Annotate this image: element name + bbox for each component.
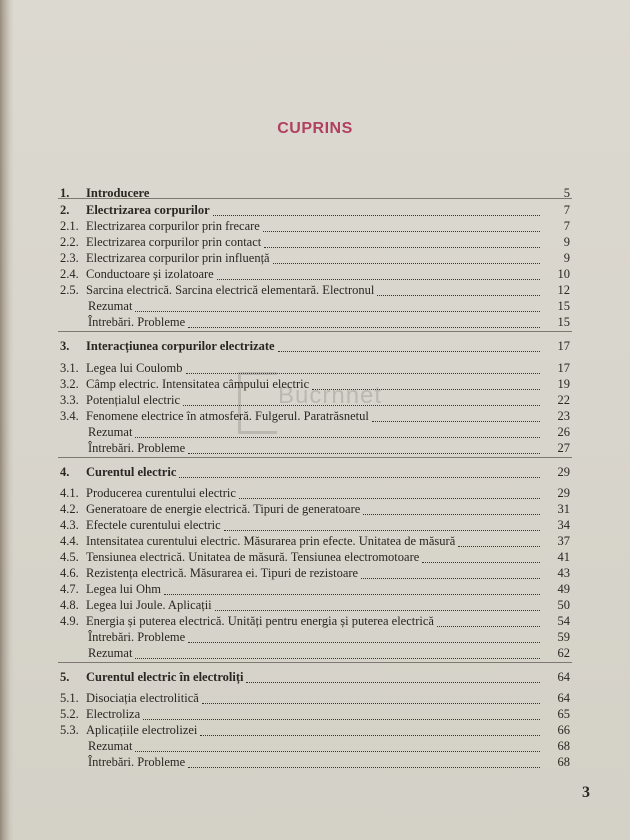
toc-entry-title: Introducere: [86, 186, 150, 200]
toc-leader-dots: [263, 229, 540, 232]
toc-entry-number: 5.3.: [60, 723, 79, 737]
toc-entry-number: 2.4.: [60, 267, 79, 281]
toc-entry-title: Rezumat: [88, 739, 133, 753]
toc-entry-page: 15: [557, 315, 570, 329]
toc-entry: [60, 266, 570, 282]
toc-entry-number: 4.4.: [60, 534, 79, 548]
toc-entry: [60, 706, 570, 722]
section-divider: [58, 331, 572, 332]
toc-entry: [60, 549, 570, 565]
toc-entry-title: Electrizarea corpurilor: [86, 203, 210, 217]
toc-entry-number: 4.: [60, 465, 70, 479]
toc-entry-page: 62: [557, 646, 570, 660]
toc-leader-dots: [135, 309, 540, 312]
section-divider: [58, 662, 572, 663]
toc-entry: [60, 360, 570, 376]
toc-entry-page: 10: [557, 267, 570, 281]
toc-entry-title: Conductoare și izolatoare: [86, 267, 214, 281]
toc-entry: [60, 424, 570, 440]
toc-entry-page: 7: [563, 219, 570, 233]
toc-entry-number: 2.: [60, 203, 70, 217]
toc-entry-title: Fenomene electrice în atmosferă. Fulgerul. Paratrăsnetul: [86, 409, 369, 423]
toc-entry-title: Producerea curentului electric: [86, 486, 236, 500]
toc-entry: [60, 338, 570, 354]
toc-entry-title: Electrizarea corpurilor prin frecare: [86, 219, 260, 233]
toc-entry: [60, 440, 570, 456]
toc-entry-title: Rezumat: [88, 299, 133, 313]
toc-entry-page: 17: [557, 361, 570, 375]
toc-entry: [60, 485, 570, 501]
toc-entry-page: 64: [557, 691, 570, 705]
toc-entry-title: Întrebări. Probleme: [88, 630, 186, 644]
toc-leader-dots: [278, 349, 540, 352]
watermark-logo: Bucrnnet: [238, 362, 388, 432]
toc-entry-number: 5.2.: [60, 707, 79, 721]
toc-entry-title: Întrebări. Probleme: [88, 441, 186, 455]
toc-entry-number: 2.5.: [60, 283, 79, 297]
toc-leader-dots: [143, 717, 540, 720]
toc-entry: [60, 298, 570, 314]
toc-entry-number: 4.3.: [60, 518, 79, 532]
toc-entry-page: 26: [557, 425, 570, 439]
toc-entry: [60, 738, 570, 754]
toc-leader-dots: [372, 419, 540, 422]
toc-entry: [60, 517, 570, 533]
toc-leader-dots: [215, 608, 540, 611]
toc-entry-number: 2.3.: [60, 251, 79, 265]
page-number: 3: [582, 784, 590, 801]
toc-entry: [60, 234, 570, 250]
toc-entry-page: 29: [557, 486, 570, 500]
page-title: CUPRINS: [277, 120, 353, 137]
toc-entry-page: 22: [557, 393, 570, 407]
toc-leader-dots: [239, 496, 540, 499]
toc-entry-number: 3.3.: [60, 393, 79, 407]
toc-leader-dots: [183, 403, 540, 406]
toc-entry-page: 27: [557, 441, 570, 455]
toc-leader-dots: [164, 592, 540, 595]
toc-leader-dots: [217, 277, 540, 280]
toc-entry-page: 43: [557, 566, 570, 580]
toc-entry-title: Sarcina electrică. Sarcina electrică elementară. Electronul: [86, 283, 375, 297]
toc-entry: [60, 565, 570, 581]
toc-leader-dots: [422, 560, 540, 563]
toc-entry-title: Electrizarea corpurilor prin contact: [86, 235, 262, 249]
toc-entry: [60, 392, 570, 408]
toc-entry-title: Întrebări. Probleme: [88, 315, 186, 329]
toc-entry: [60, 533, 570, 549]
toc-entry: [60, 376, 570, 392]
toc-entry-page: 15: [557, 299, 570, 313]
toc-entry-title: Electrizarea corpurilor prin influență: [86, 251, 270, 265]
toc-entry-number: 5.1.: [60, 691, 79, 705]
toc-entry-number: 2.1.: [60, 219, 79, 233]
toc-entry-number: 3.2.: [60, 377, 79, 391]
toc-entry-title: Tensiunea electrică. Unitatea de măsură. Tensiunea electromotoare: [86, 550, 420, 564]
toc-entry-title: Curentul electric în electroliți: [86, 670, 244, 684]
toc-entry-page: 68: [557, 739, 570, 753]
toc-entry-page: 17: [557, 339, 570, 353]
toc-entry: [60, 464, 570, 480]
toc-entry-page: 41: [557, 550, 570, 564]
toc-entry: [60, 669, 570, 685]
toc-entry-number: 4.2.: [60, 502, 79, 516]
toc-entry-number: 3.4.: [60, 409, 79, 423]
toc-entry-title: Rezistența electrică. Măsurarea ei. Tipuri de rezistoare: [86, 566, 359, 580]
toc-leader-dots: [188, 765, 540, 768]
toc-leader-dots: [135, 749, 540, 752]
section-divider: [58, 457, 572, 458]
toc-leader-dots: [264, 245, 540, 248]
toc-leader-dots: [273, 261, 540, 264]
toc-leader-dots: [458, 544, 540, 547]
toc-entry-title: Interacțiunea corpurilor electrizate: [86, 339, 275, 353]
toc-entry-page: 5: [563, 186, 570, 200]
toc-leader-dots: [312, 387, 540, 390]
toc-entry: [60, 754, 570, 770]
toc-entry-page: 23: [557, 409, 570, 423]
toc-entry: [60, 408, 570, 424]
toc-entry-page: 12: [557, 283, 570, 297]
toc-entry-title: Întrebări. Probleme: [88, 755, 186, 769]
toc-entry: [60, 629, 570, 645]
toc-entry-title: Generatoare de energie electrică. Tipuri de generatoare: [86, 502, 361, 516]
toc-leader-dots: [200, 733, 540, 736]
toc-entry-title: Energia și puterea electrică. Unități pentru energia și puterea electrică: [86, 614, 434, 628]
toc-entry-page: 29: [557, 465, 570, 479]
toc-entry-page: 19: [557, 377, 570, 391]
toc-leader-dots: [363, 512, 540, 515]
toc-entry-title: Curentul electric: [86, 465, 177, 479]
toc-entry-number: 4.5.: [60, 550, 79, 564]
toc-leader-dots: [188, 640, 540, 643]
toc-entry: [60, 282, 570, 298]
toc-entry: [60, 597, 570, 613]
toc-entry: [60, 690, 570, 706]
toc-leader-dots: [213, 213, 540, 216]
toc-entry-page: 31: [557, 502, 570, 516]
toc-entry: [60, 501, 570, 517]
toc-entry: [60, 202, 570, 218]
toc-entry-title: Electroliza: [86, 707, 141, 721]
toc-entry-page: 37: [557, 534, 570, 548]
toc-entry-page: 9: [563, 235, 570, 249]
toc-entry: [60, 218, 570, 234]
toc-leader-dots: [361, 576, 540, 579]
toc-entry: [60, 613, 570, 629]
toc-leader-dots: [377, 293, 540, 296]
toc-leader-dots: [188, 325, 540, 328]
toc-entry-page: 49: [557, 582, 570, 596]
toc-entry: [60, 581, 570, 597]
toc-entry-page: 66: [557, 723, 570, 737]
toc-entry-page: 68: [557, 755, 570, 769]
toc-entry-page: 64: [557, 670, 570, 684]
toc-entry: [60, 250, 570, 266]
toc-entry-title: Aplicațiile electrolizei: [86, 723, 198, 737]
toc-entry-title: Legea lui Joule. Aplicații: [86, 598, 212, 612]
toc-entry-number: 4.9.: [60, 614, 79, 628]
section-divider: [58, 198, 572, 199]
toc-entry-number: 3.: [60, 339, 70, 353]
toc-entry-number: 4.1.: [60, 486, 79, 500]
toc-entry: [60, 645, 570, 661]
toc-entry-page: 7: [563, 203, 570, 217]
toc-leader-dots: [224, 528, 540, 531]
toc-entry-title: Potențialul electric: [86, 393, 181, 407]
toc-leader-dots: [135, 435, 540, 438]
toc-entry-number: 4.7.: [60, 582, 79, 596]
toc-entry-page: 54: [557, 614, 570, 628]
toc-entry-number: 4.8.: [60, 598, 79, 612]
toc-entry-number: 2.2.: [60, 235, 79, 249]
toc-leader-dots: [179, 475, 540, 478]
toc-entry-title: Disociația electrolitică: [86, 691, 199, 705]
toc-entry-title: Câmp electric. Intensitatea câmpului electric: [86, 377, 310, 391]
toc-leader-dots: [246, 680, 540, 683]
toc-leader-dots: [186, 371, 540, 374]
toc-entry-page: 65: [557, 707, 570, 721]
toc-entry-title: Efectele curentului electric: [86, 518, 221, 532]
toc-entry-page: 59: [557, 630, 570, 644]
toc-leader-dots: [188, 451, 540, 454]
toc-leader-dots: [437, 624, 540, 627]
toc-entry-number: 1.: [60, 186, 70, 200]
toc-entry-number: 3.1.: [60, 361, 79, 375]
toc-entry-title: Legea lui Ohm: [86, 582, 161, 596]
toc-entry-number: 5.: [60, 670, 70, 684]
toc-entry: [60, 722, 570, 738]
toc-entry-page: 34: [557, 518, 570, 532]
toc-entry: [60, 314, 570, 330]
toc-entry-title: Legea lui Coulomb: [86, 361, 183, 375]
toc-leader-dots: [135, 656, 540, 659]
toc-entry-title: Rezumat: [88, 425, 133, 439]
toc-entry-number: 4.6.: [60, 566, 79, 580]
toc-entry-title: Rezumat: [88, 646, 133, 660]
toc-entry-title: Intensitatea curentului electric. Măsurarea prin efecte. Unitatea de măsură: [86, 534, 456, 548]
toc-entry-page: 50: [557, 598, 570, 612]
toc-entry-page: 9: [563, 251, 570, 265]
toc-leader-dots: [202, 701, 540, 704]
